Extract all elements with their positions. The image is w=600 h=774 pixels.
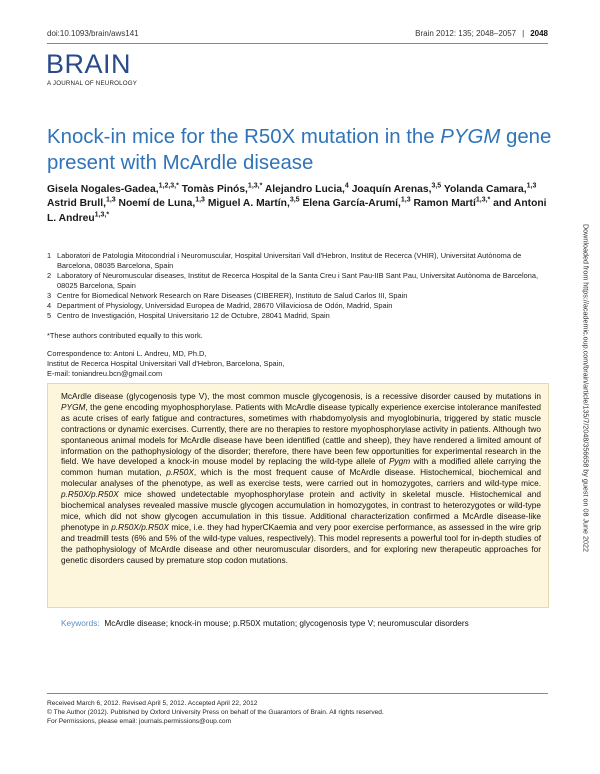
- author-affiliation-marks: 1,3,*: [247, 182, 263, 190]
- abstract-gene-pygm: PYGM: [61, 401, 86, 412]
- journal-citation: Brain 2012: 135; 2048–2057: [415, 29, 517, 38]
- author-affiliation-marks: 1,3: [195, 196, 205, 204]
- title-gene: PYGM: [440, 126, 501, 148]
- author-name: Noemí de Luna,: [118, 198, 196, 210]
- abstract-seg-5: mice showed undetectable myophosphorylase protein and activity in skeletal muscle. Histochemical and biochemical analyses revealed massive muscle glycogen accumulation in homozygotes, in contrast to heterozygotes or wild-type mice, which did not show glycogen accumulation in this tissue. Additional characterization confirmed a McArdle disease-like phenotype in: [61, 489, 541, 532]
- author-name: Gisela Nogales-Gadea,: [47, 184, 159, 195]
- author-name: and Antoni L. Andreu: [47, 198, 547, 224]
- affiliation-list: [47, 251, 557, 321]
- correspondence-line-1: Correspondence to: Antoni L. Andreu, MD, Ph.D,: [47, 349, 207, 358]
- abstract-text: [61, 391, 541, 566]
- affiliation-number: 5: [47, 311, 52, 320]
- author: [352, 184, 441, 195]
- header-rule: [47, 43, 548, 44]
- abstract-seg-3: with a modified allele carrying the common human mutation,: [61, 456, 541, 478]
- author-list: [47, 183, 557, 226]
- correspondence-email: E-mail: toniandreu.bcn@gmail.com: [47, 369, 163, 378]
- keywords-label: Keywords:: [61, 618, 100, 628]
- affiliation-text: Centro de Investigación, Hospital Universitario 12 de Octubre, 28041 Madrid, Spain: [57, 311, 330, 320]
- footer: [47, 699, 384, 727]
- footer-permissions: For Permissions, please email: journals.permissions@oup.com: [47, 718, 232, 726]
- author: [119, 198, 205, 209]
- affiliation-number: 1: [47, 251, 52, 260]
- affiliation-text: Laboratori de Patologia Mitocondrial i Neuromuscular, Hospital Universitari Vall d'Hebron, Institut de Recerca (VHIR), Universitat Autònoma de Barcelona, 08035 Barcelona, Spain: [57, 251, 522, 270]
- title-part-2: gene present with McArdle disease: [47, 126, 552, 174]
- author-name: Alejandro Lucia,: [264, 184, 345, 195]
- affiliation: [47, 271, 557, 291]
- author: [413, 198, 490, 209]
- affiliation: [47, 311, 557, 321]
- author-name: Ramon Martí: [413, 198, 476, 210]
- journal-logo: BRAIN: [46, 49, 132, 79]
- author-affiliation-marks: 1,3,*: [94, 211, 110, 219]
- author: [302, 198, 410, 209]
- abstract-seg-2: , the gene encoding myophosphorylase. Patients with McArdle disease typically experience exercise intolerance manifested as acute crises of early fatigue and contractures, sometimes with rhabdomyolysis and myoglobinuria, triggered by static muscle contractions or dynamic exercises. Currently, there are no therapies to restore myophosphorylase activity in patients. Although two spontaneous animal models for McArdle disease have been identified (cattle and sheep), they have rendered a limited amount of information on the pathophysiology of the disorder; therefore, there have been few opportunities for experimental research in the field. We have developed a knock-in mouse model by replacing the wild-type allele of: [61, 401, 541, 467]
- footer-dates: Received March 6, 2012. Revised April 5, 2012. Accepted April 22, 2012: [47, 700, 258, 707]
- affiliation-number: 2: [47, 271, 52, 280]
- author: [208, 198, 300, 209]
- author-name: Elena García-Arumí,: [302, 198, 401, 210]
- article-title: [47, 124, 552, 176]
- journal-reference: [415, 29, 548, 38]
- abstract-genotype-1: p.R50X/p.R50X: [61, 489, 119, 500]
- affiliation-text: Centre for Biomedical Network Research on Rare Diseases (CIBERER), Instituto de Salud Carlos III, Spain: [57, 291, 408, 300]
- author-name: Joaquín Arenas,: [351, 184, 432, 195]
- correspondence-line-2: Institut de Recerca Hospital Universitari Vall d'Hebron, Barcelona, Spain,: [47, 359, 285, 368]
- author-affiliation-marks: 3,5: [431, 182, 442, 190]
- doi-line: doi:10.1093/brain/aws141: [47, 29, 139, 38]
- author: [182, 184, 263, 195]
- page-number: 2048: [530, 29, 548, 38]
- author-name: Miguel A. Martín,: [207, 198, 290, 210]
- footer-rule: [47, 693, 548, 694]
- journal-subtitle: A JOURNAL OF NEUROLOGY: [47, 80, 138, 87]
- affiliation-number: 4: [47, 301, 52, 310]
- abstract-seg-1: McArdle disease (glycogenosis type V), the most common muscle glycogenosis, is a recessive disorder caused by mutations in: [61, 391, 541, 401]
- author-affiliation-marks: 4: [344, 182, 349, 190]
- author: [47, 198, 116, 209]
- author-affiliation-marks: 1,2,3,*: [158, 182, 179, 190]
- affiliation: [47, 301, 557, 311]
- author-affiliation-marks: 1,3,*: [475, 196, 491, 204]
- author-name: Astrid Brull,: [47, 198, 106, 210]
- equal-contribution-note: *These authors contributed equally to this work.: [47, 331, 203, 340]
- affiliation-text: Laboratory of Neuromuscular diseases, Institut de Recerca Hospital de la Santa Creu i Sant Pau-IIB Sant Pau, Universitat Autònoma de Barcelona, 08025 Barcelona, Spain: [57, 271, 539, 290]
- footer-copyright: © The Author (2012). Published by Oxford University Press on behalf of the Guarantors of Brain. All rights reserved.: [47, 709, 384, 717]
- affiliation: [47, 291, 557, 301]
- abstract-genotype-2: p.R50X/p.R50X: [111, 521, 169, 532]
- abstract-seg-6: mice, i.e. they had hyperCKaemia and very poor exercise performance, as assessed in the wire grip and treadmill tests (6% and 5% of the wild-type values, respectively). This model represents a powerful tool for in-depth studies of the pathophysiology of McArdle disease and other neuromuscular disorders, and for exploring new therapeutic approaches for genetic disorders caused by premature stop codon mutations.: [61, 521, 541, 565]
- author: [265, 184, 349, 195]
- author-affiliation-marks: 3,5: [289, 196, 300, 204]
- abstract-mutation: p.R50X: [166, 467, 194, 478]
- download-notice[interactable]: Downloaded from https://academic.oup.com/brain/article/135/7/2048/356658 by guest on 08 June 2022: [581, 223, 591, 553]
- author-affiliation-marks: 1,3: [400, 196, 411, 204]
- author-name: Tomàs Pinós,: [181, 184, 248, 195]
- author-name: Yolanda Camara,: [443, 184, 527, 195]
- affiliation: [47, 251, 557, 271]
- author: [444, 184, 537, 195]
- affiliation-number: 3: [47, 291, 52, 300]
- affiliation-text: Department of Physiology, Universidad Europea de Madrid, 28670 Villaviciosa de Odón, Madrid, Spain: [57, 301, 393, 310]
- author-affiliation-marks: 1,3: [105, 196, 116, 204]
- header-separator: |: [522, 29, 525, 38]
- keywords-text: McArdle disease; knock-in mouse; p.R50X mutation; glycogenosis type V; neuromuscular disorders: [104, 618, 469, 628]
- abstract-gene-pygm-mouse: Pygm: [388, 456, 411, 467]
- author-affiliation-marks: 1,3: [526, 182, 537, 190]
- title-part-1: Knock-in mice for the R50X mutation in the: [47, 126, 441, 148]
- keywords: [61, 618, 469, 628]
- author: [47, 184, 179, 195]
- abstract-seg-4: , which is the most frequent cause of McArdle disease. Histochemical, biochemical and molecular analyses of the phenotype, as well as exercise tests, were carried out in homozygotes, carriers and wild-type mice.: [61, 467, 541, 489]
- correspondence: [47, 349, 284, 379]
